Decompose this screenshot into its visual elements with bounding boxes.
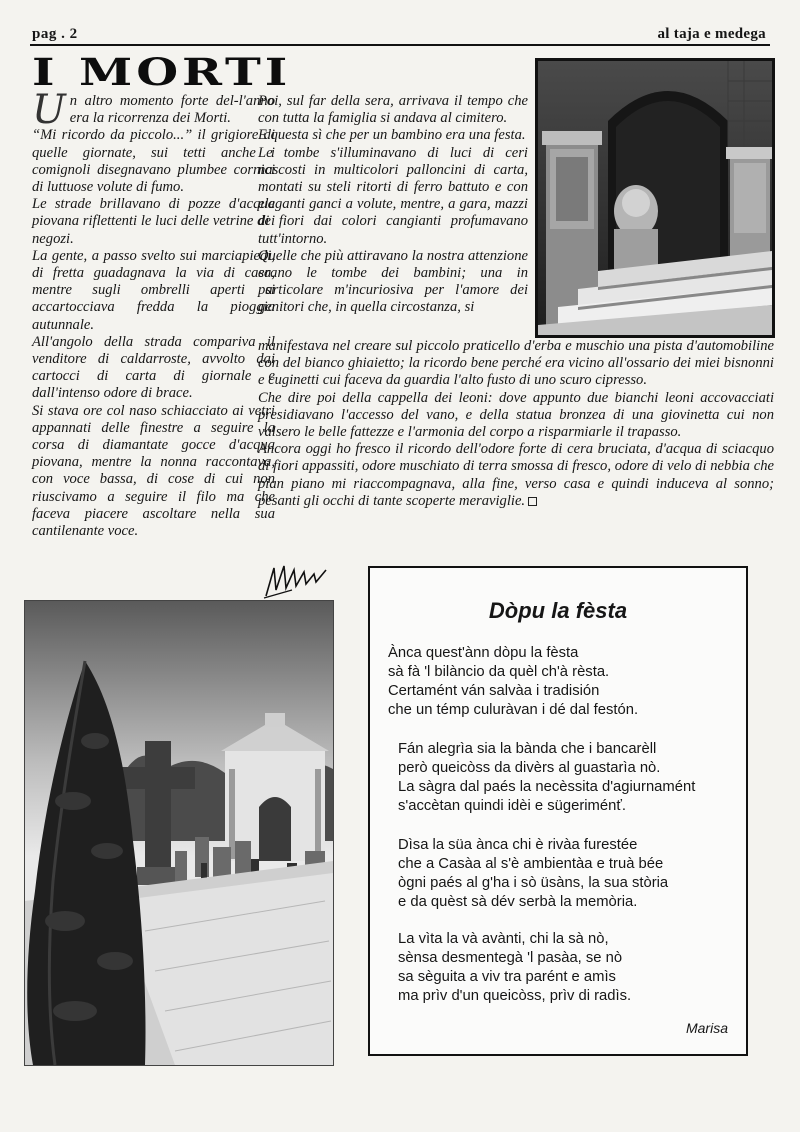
article-paragraph: Che dire poi della cappella dei leoni: dove appunto due bianchi leoni accovacciati presidiavano l'accesso del vano, e della statua bronzea di una giovinetta cui non valsero le belle fattezze e l'armonia del corpo a risparmiarle il trapasso.: [258, 389, 774, 441]
chapel-steps-photo: [535, 58, 775, 338]
article-column-2: [258, 93, 528, 317]
cemetery-illustration: [25, 601, 333, 1065]
article-continuation: [258, 338, 774, 510]
article-paragraph: E questa sì che per un bambino era una festa.: [258, 127, 526, 144]
poem-stanza-3: [398, 836, 668, 912]
article-paragraph: La gente, a passo svelto sui marciapiedi, di fretta guadagnava la via di casa, mentre sugli ombrelli aperti si accartocciava fredda la pioggia autunnale.: [32, 247, 275, 333]
poem-line: che un témp culuràvan i dé dal festón.: [388, 702, 639, 718]
article-column-1: [32, 87, 275, 540]
article-paragraph: Poi, sul far della sera, arrivava il tempo che con tutta la famiglia si andava al cimitero.: [258, 93, 528, 127]
poem-author: Marisa: [685, 1020, 728, 1036]
article-paragraph: manifestava nel creare sul piccolo praticello d'erba e muschio una pista d'automobiline con del bianco ghiaietto; la ricordo bene perché era vicino all'ossario dei miei bisnonni e cuginetti cui faceva da guardia l'alto fusto di uno scuro cipresso.: [258, 338, 774, 389]
article-paragraph: Le tombe s'illuminavano di luci di ceri nascosti in multicolori palloncini di carta, montati su steli ritorti di ferro battuto e con eleganti ganci a volute, mentre, a gara, mazzi di fiori dai colori cangianti profumavano tutt'intorno.: [258, 144, 528, 247]
article-paragraph: Ancora oggi ho fresco il ricordo dell'odore forte di cera bruciata, d'acqua di sciacquo di fiori appassiti, odore muschiato di terra smossa di fresco, odore di velo di nebbia che pian piano mi riaccompagnava, alla fine, verso casa e quindi induceva al sonno; pesanti gli occhi di tante scoperte meraviglie.: [258, 441, 774, 509]
poem-line: La vìta la và avànti, chi la sà nò,: [398, 931, 609, 947]
poem-line: s'accètan quindi idèi e sügeriménť.: [398, 798, 626, 814]
poem-line: che a Casàa al s'è ambientàa e truà bée: [398, 856, 664, 872]
poem-box: [368, 566, 748, 1056]
poem-line: Ànca quest'ànn dòpu la fèsta: [388, 645, 579, 661]
poem-line: e da quèst sà dév serbà la memòria.: [398, 894, 638, 910]
poem-line: Dìsa la süa ànca chi è rivàa furestée: [398, 837, 638, 853]
article-paragraph: Un altro momento forte del-l'anno era la ricorrenza dei Morti.: [32, 87, 275, 133]
poem-line: Certamént ván salvàa i tradisión: [388, 683, 600, 699]
poem-stanza-4: [398, 930, 631, 1006]
poem-line: sà fà 'l bilàncio da quèl ch'à rèsta.: [388, 664, 610, 680]
chapel-steps-illustration: [538, 61, 772, 335]
article-paragraph: “Mi ricordo da piccolo...” il grigiore di quelle giornate, sui tetti anche i comignoli disegnavano plumbee cornici di luttuose volute di fumo.: [32, 127, 275, 196]
poem-line: ògni paés al g'ha i sò üsàns, la sua stòria: [398, 875, 669, 891]
header-rule: [30, 44, 770, 46]
poem-line: La sàgra dal paés la necèssita d'agiurnamént: [398, 779, 696, 795]
poem-title: Dòpu la fèsta: [488, 598, 628, 623]
poem-line: sa sèguita a viv tra parént e amìs: [398, 969, 616, 985]
poem-line: Fán alegrìa sia la bànda che i bancarèll: [398, 741, 657, 757]
end-mark-icon: [528, 497, 537, 506]
poem-stanza-1: [388, 644, 638, 720]
article-paragraph: Quelle che più attiravano la nostra attenzione erano le tombe dei bambini; una in particolare m'incuriosiva per l'amore dei genitori che, in quella circostanza, si: [258, 247, 528, 316]
cemetery-photo: [24, 600, 334, 1066]
article-paragraph: All'angolo della strada compariva il venditore di caldarroste, avvolto dai cartocci di carta di giornale e dall'intenso odore di brace.: [32, 333, 275, 402]
poem-line: però queicòss da divèrs al guastarìa nò.: [398, 760, 661, 776]
page-number: pag . 2: [32, 26, 78, 42]
drop-cap: U: [32, 87, 66, 133]
poem-line: sènsa desmentegà 'l pasàa, se nò: [398, 950, 623, 966]
publication-name: al taja e medega: [657, 26, 766, 42]
article-paragraph: Si stava ore col naso schiacciato ai vetri appannati delle finestre a seguire la corsa di diamantate gocce d'acqua piovana, mentre la nonna raccontava, con voce bassa, di cose di cui non riuscivamo a seguire il filo ma che faceva piacere ascoltare nella sua cantilenante voce.: [32, 402, 275, 540]
article-title: I MORTI: [32, 50, 292, 94]
poem-stanza-2: [398, 740, 695, 816]
poem-line: ma prìv d'un queicòss, prìv di radìs.: [398, 988, 632, 1004]
author-signature: [262, 560, 332, 600]
article-paragraph: Le strade brillavano di pozze d'acqua piovana riflettenti le luci delle vetrine dei negozi.: [32, 196, 275, 247]
